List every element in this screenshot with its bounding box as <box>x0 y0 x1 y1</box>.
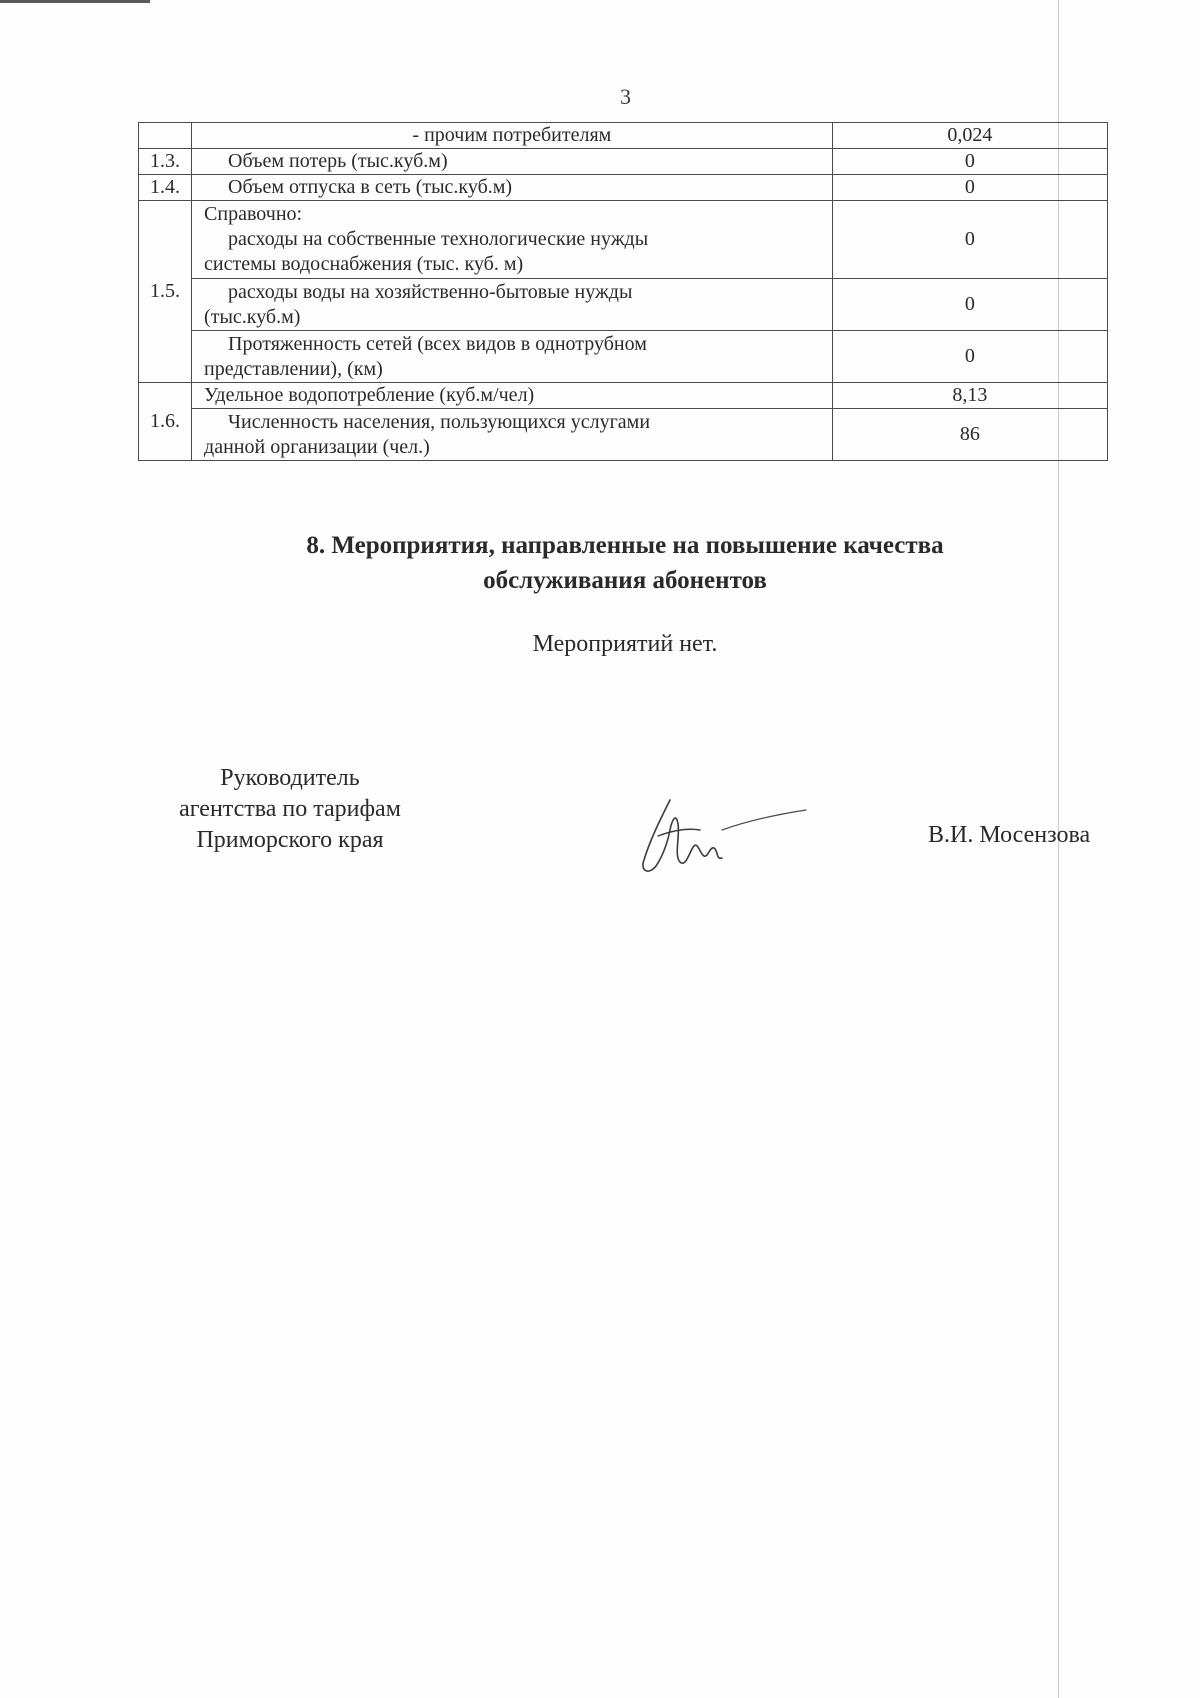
scan-edge-artifact <box>0 0 150 3</box>
table-row <box>139 149 1108 175</box>
data-table <box>138 122 1108 461</box>
row-value: 0 <box>832 175 1107 201</box>
page-number: 3 <box>620 84 631 109</box>
table-row <box>139 201 1108 279</box>
table-row <box>139 409 1108 461</box>
row-value: 0 <box>832 149 1107 175</box>
signatory-title-line: Руководитель <box>220 765 360 791</box>
row-value: 0 <box>832 331 1107 383</box>
handwritten-signature <box>630 790 810 890</box>
row-description: - прочим потребителям <box>412 124 612 146</box>
row-number: 1.5. <box>139 201 192 383</box>
signatory-title-line: агентства по тарифам <box>179 796 401 822</box>
row-number: 1.6. <box>139 383 192 461</box>
signatory-title-line: Приморского края <box>196 827 384 853</box>
row-number <box>139 123 192 149</box>
table-row <box>139 279 1108 331</box>
section-heading <box>200 528 1050 598</box>
row-description-line: Протяженность сетей (всех видов в однотрубном <box>228 332 647 355</box>
section-heading-line: 8. Мероприятия, направленные на повышение качества <box>306 532 944 559</box>
section-heading-line: обслуживания абонентов <box>483 567 767 594</box>
row-description-line: Численность населения, пользующихся услугами <box>228 410 651 433</box>
row-description: Объем отпуска в сеть (тыс.куб.м) <box>228 176 513 198</box>
row-value: 0 <box>832 279 1107 331</box>
row-value: 0,024 <box>832 123 1107 149</box>
row-description-line: расходы на собственные технологические нужды <box>228 228 649 250</box>
row-description-line: системы водоснабжения (тыс. куб. м) <box>204 253 524 275</box>
row-description-line: представлении), (км) <box>204 357 383 380</box>
table-row <box>139 383 1108 409</box>
row-description-line: расходы воды на хозяйственно-бытовые нужды <box>228 280 633 303</box>
table-row <box>139 123 1108 149</box>
row-value: 0 <box>832 201 1107 279</box>
row-description: Объем потерь (тыс.куб.м) <box>228 150 448 172</box>
row-value: 86 <box>832 409 1107 461</box>
row-number: 1.4. <box>139 175 192 201</box>
table-row <box>139 175 1108 201</box>
row-description-line: (тыс.куб.м) <box>204 305 301 328</box>
row-value: 8,13 <box>832 383 1107 409</box>
row-description-line: Справочно: <box>204 203 303 225</box>
row-number: 1.3. <box>139 149 192 175</box>
signatory-name: В.И. Мосензова <box>928 822 1091 848</box>
table-row <box>139 331 1108 383</box>
section-body: Мероприятий нет. <box>532 631 718 657</box>
signatory-title <box>130 763 450 856</box>
row-description-line: данной организации (чел.) <box>204 435 430 458</box>
row-description-line: Удельное водопотребление (куб.м/чел) <box>204 384 535 406</box>
